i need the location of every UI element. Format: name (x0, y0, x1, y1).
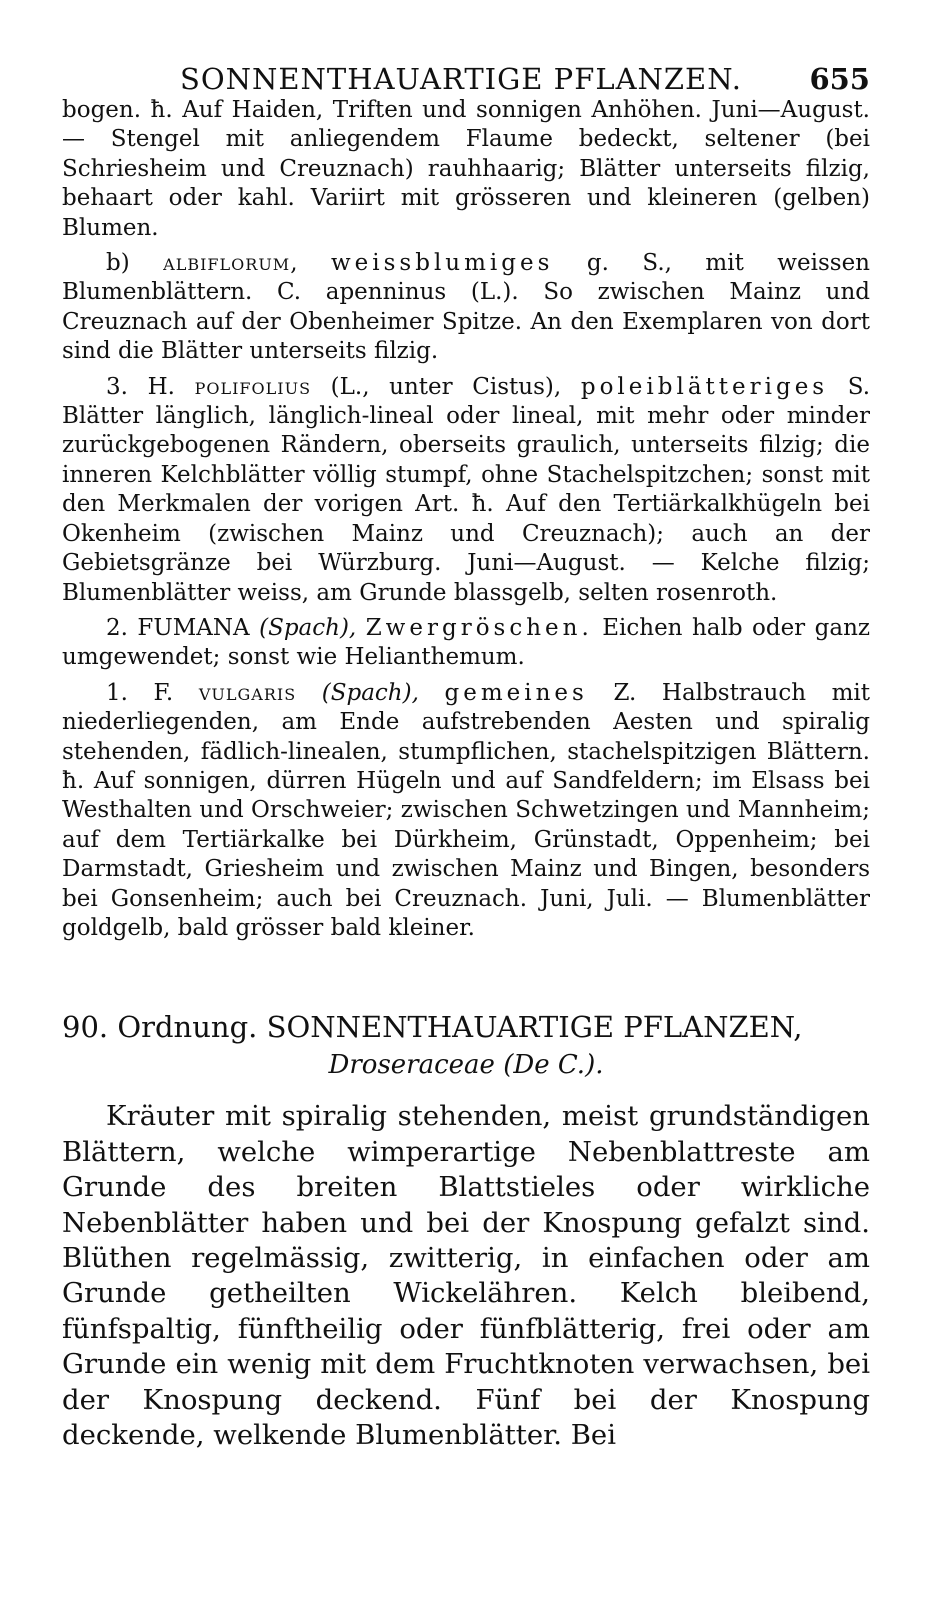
running-head (62, 56, 870, 96)
genus-description: Eichen halb oder ganz umgewendet; sonst wie Helianthemum. (62, 614, 870, 671)
order-heading: 90. Ordnung. SONNENTHAUARTIGE PFLANZEN, (62, 1010, 803, 1045)
variety-name: albiflorum (163, 250, 291, 277)
paragraph-polifolius (62, 373, 870, 608)
order-latin-name: Droseraceae (De C.). (328, 1050, 604, 1081)
paragraph-bogen: bogen. ħ. Auf Haiden, Triften und sonnigen Anhöhen. Juni—August. — Stengel mit anliegendem Flaume bedeckt, seltener (bei Schriesheim und Creuznach) rauhhaarig; Blätter unterseits filzig, behaart oder kahl. Variirt mit grösseren und kleineren (gelben) Blumen. (62, 97, 870, 241)
genus-label: 2. FUMANA (106, 614, 250, 641)
variety-german-name: weissblumiges (330, 250, 554, 277)
running-head-title: SONNENTHAUARTIGE PFLANZEN. (180, 62, 742, 96)
paragraph-fumana (62, 614, 870, 673)
species-label: 1. F. (106, 679, 174, 706)
genus-german-name: Zwergröschen. (365, 614, 593, 641)
variety-label: b) (106, 250, 130, 277)
species-description: Z. Halbstrauch mit niederliegenden, am Ende aufstrebenden Aesten und spiralig stehenden, fädlich-linealen, stumpflichen, stachelspitzigen Blättern. ħ. Auf sonnigen, dürren Hügeln und auf Sandfeldern; im Elsass bei Westhalten und Orschweier; zwischen Schwetzingen und Mannheim; auf dem Tertiärkalke bei Dürkheim, Grünstadt, Oppenheim; bei Darmstadt, Griesheim und zwischen Mainz und Bingen, besonders bei Gonsenheim; auch bei Creuznach. Juni, Juli. — Blumenblätter goldgelb, bald grösser bald kleiner. (62, 679, 871, 941)
species-german-name: poleiblätteriges (580, 373, 829, 400)
species-authority: (Spach), (321, 679, 419, 706)
paragraph-droseraceae: Kräuter mit spiralig stehenden, meist grundständigen Blättern, welche wimperartige Nebenblattreste am Grunde des breiten Blattstieles oder wirkliche Nebenblätter haben und bei der Knospung gefalzt sind. Blüthen regelmässig, zwitterig, in einfachen oder am Grunde getheilten Wickelähren. Kelch bleibend, fünfspaltig, fünftheilig oder fünfblätterig, frei oder am Grunde ein wenig mit dem Fruchtknoten verwachsen, bei der Knospung deckend. Fünf bei der Knospung deckende, welkende Blumenblätter. Bei (62, 1100, 870, 1452)
genus-authority: (Spach), (259, 614, 357, 641)
paragraph-vulgaris (62, 679, 870, 944)
species-name: polifolius (194, 373, 312, 400)
species-label: 3. H. (106, 373, 175, 400)
species-description: S. Blätter länglich, länglich-lineal oder lineal, mit mehr oder minder zurückgebogenen Rändern, oberseits graulich, unterseits filzig; die inneren Kelchblätter völlig stumpf, ohne Stachelspitzchen; sonst mit den Merkmalen der vorigen Art. ħ. Auf den Tertiärkalkhügeln bei Okenheim (zwischen Mainz und Creuznach); auch an der Gebietsgränze bei Würzburg. Juni—August. — Kelche filzig; Blumenblätter weiss, am Grunde blassgelb, selten rosenroth. (62, 373, 871, 606)
book-page (62, 56, 870, 1453)
variety-description: g. S., mit weissen Blumenblättern. C. apenninus (L.). So zwischen Mainz und Creuznach auf der Obenheimer Spitze. An den Exemplaren von dort sind die Blätter unterseits filzig. (62, 250, 870, 365)
species-authority: (L., unter Cistus), (330, 373, 562, 400)
paragraph-albiflorum: b) albiflorum, weissblumiges g. S., mit weissen Blumenblättern. C. apenninus (L.). So zwischen Mainz und Creuznach auf der Obenheimer Spitze. An den Exemplaren von dort sind die Blätter unterseits filzig. (62, 250, 870, 365)
page-number: 655 (809, 62, 870, 96)
species-name: vulgaris (198, 679, 297, 706)
species-german-name: gemeines (444, 679, 588, 706)
